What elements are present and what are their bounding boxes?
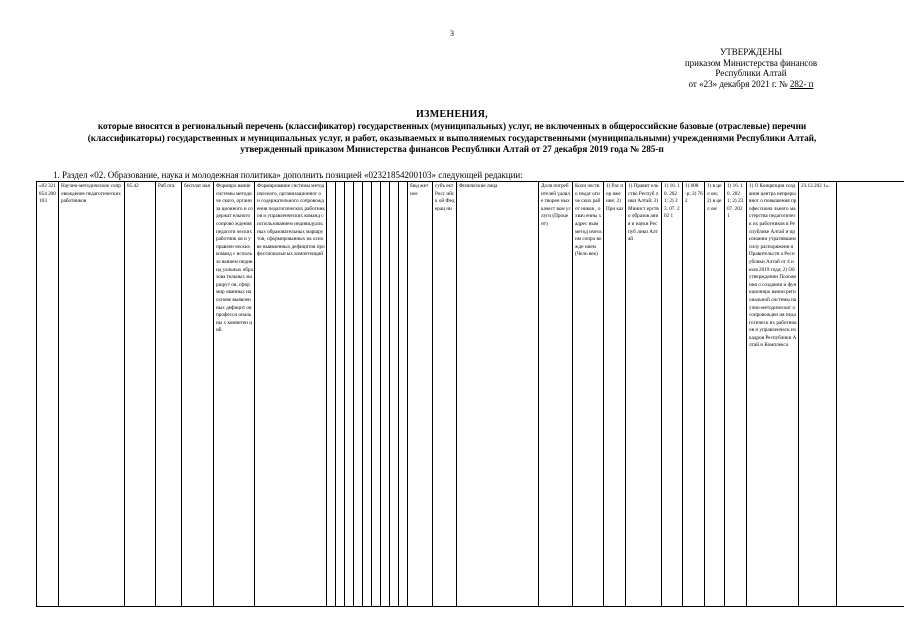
table-cell: Формиро вание системы методиче ского, организа ционного и содержат ельного сопрово ждения педагоги ческих работник ов и управлен ческих команд с использо ванием индивид уальных образова тельных маршрут ов, сформир ованных на основе выявлен ных дефицит ов професси ональны х компетен ций bbox=[214, 182, 255, 607]
table-cell bbox=[399, 182, 408, 607]
approval-line-1: УТВЕРЖДЕНЫ bbox=[719, 47, 783, 57]
table-cell: 1) Рас пор яже ние; 2) При каз bbox=[604, 182, 626, 607]
table-cell bbox=[837, 182, 904, 607]
table-cell: 85.42 bbox=[125, 182, 156, 607]
table-cell bbox=[327, 182, 336, 607]
table-cell bbox=[381, 182, 390, 607]
section-instruction: 1. Раздел «02. Образование, наука и молодежная политика» дополнить позицией «02321854200103» следующей редакции: bbox=[53, 170, 523, 180]
table-cell: 1) в цел ом; 2) в цел ом bbox=[705, 182, 725, 607]
table-cell: 23.12.202 1». bbox=[799, 182, 837, 607]
table-cell bbox=[390, 182, 399, 607]
approval-line-3: Республики Алтай bbox=[715, 68, 787, 78]
page-number: 3 bbox=[450, 29, 454, 38]
table-cell: 1) 608 -р; 2) 762 bbox=[683, 182, 705, 607]
table-cell: Физические лица bbox=[457, 182, 539, 607]
services-table bbox=[36, 181, 904, 607]
subtitle-line-3: утвержденный приказом Министерства финансов Республики Алтай от 27 декабря 2019 года № 285-п bbox=[240, 144, 664, 155]
approval-line-2: приказом Министерства финансов bbox=[684, 57, 818, 68]
document-subtitle bbox=[20, 121, 884, 156]
subtitle-line-1: которые вносятся в региональный перечень (классификатор) государственных (муниципальных) услуг, не включенных в общероссийские базовые (отраслевые) перечни bbox=[97, 121, 807, 131]
table-cell: Доля потреб ителей удовле творен ных качест вом услуги (Проце нт) bbox=[539, 182, 573, 607]
table-cell: Раб ота bbox=[156, 182, 182, 607]
table-cell: субъ ект Росс ийск ой Фед ерац ии bbox=[433, 182, 457, 607]
table-cell: 1) Правит ельство Респуб лики Алтай; 2) Минист ерство образов ания и науки Респуб лики Алтай bbox=[626, 182, 662, 607]
table-cell: «02 321 854 200 103 bbox=[37, 182, 59, 607]
table-cell bbox=[345, 182, 354, 607]
approval-line-4 bbox=[620, 79, 882, 90]
table-cell: 1) О Концепции создания центра непрерывног о повышения профессиона льного мастерства педагогическ их работников в Республике Алтай и признании утратившим силу распоряжени я Правительств а Республики Алтай от 4 июля 2019 года; 2) Об утверждении Положения о создании и функциониро вании региональной системы научно-методическог о сопровожден ия педагогическ их работников и управленческ их кадров Республики Алтай и Комплекса bbox=[747, 182, 799, 607]
table-cell: Научно-методическое сопровождение педагогических работников bbox=[59, 182, 125, 607]
table-cell bbox=[336, 182, 345, 607]
table-row bbox=[37, 182, 904, 607]
table-cell: бесплат ная bbox=[182, 182, 214, 607]
table-cell bbox=[354, 182, 363, 607]
table-cell bbox=[372, 182, 381, 607]
approval-date: от «23» декабря 2021 г. № bbox=[688, 78, 788, 89]
table-cell: Формирование системы методического, организационног о и содержательного сопровождения педагогических работников и управленческих команд с использованием индивидуальных образовательных маршрутов, сформированных на основе выявленных дефицитов профессиональн ых компетенций bbox=[255, 182, 327, 607]
subtitle-line-2: (классификаторы) государственных и муниципальных услуг, и работ, оказываемых и выполняемых государственными (муниципальными) учреждениями Республики Алтай, bbox=[87, 132, 817, 143]
table-cell: 1) 16. 10. 202 1; 2) 23. 07. 202 1 bbox=[662, 182, 683, 607]
table-cell bbox=[363, 182, 372, 607]
table-cell: 1) 16. 10. 202 1; 2) 23. 07. 202 1 bbox=[725, 182, 747, 607]
table-cell: Коли честв о педаг огиче ских работ ников , охвач енны х адрес ным метод ическ им сопро вожде нием (Чело век) bbox=[573, 182, 604, 607]
table-cell: бюд жет ное bbox=[408, 182, 433, 607]
approval-order-number: 282- п bbox=[789, 78, 814, 89]
document-title: ИЗМЕНЕНИЯ, bbox=[416, 109, 488, 120]
approval-block bbox=[620, 47, 882, 89]
